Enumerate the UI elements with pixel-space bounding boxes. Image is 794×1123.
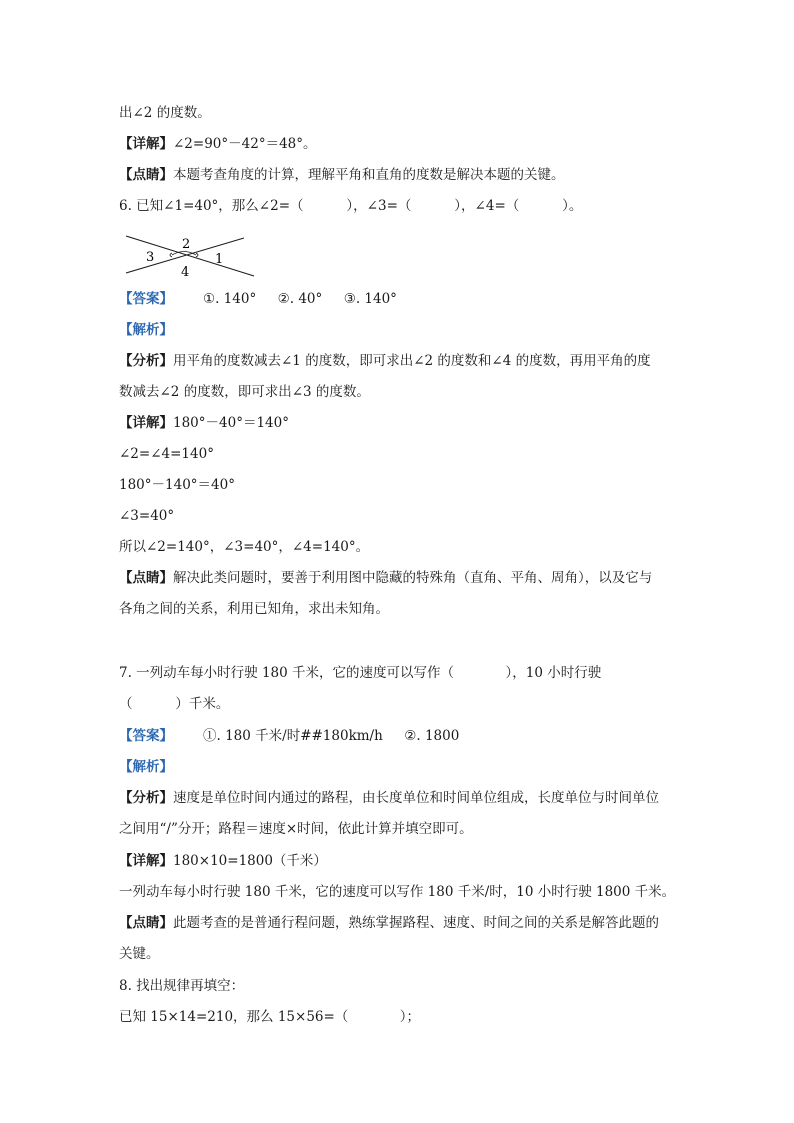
angle-label-4: 4 [181,265,190,280]
angle-arc-3 [170,253,172,257]
remark-text: 此题考查的是普通行程问题，熟练掌握路程、速度、时间之间的关系是解答此题的 [173,915,659,931]
text-line: 一列动车每小时行驶 180 千米，它的速度可以写作 180 千米/时，10 小时行驶 1800 千米。 [119,884,676,900]
analysis-line [119,351,651,371]
analysis-text: 用平角的度数减去∠1 的度数，即可求出∠2 的度数和∠4 的度数，再用平角的度 [173,353,651,369]
text-line: 之间用“/”分开；路程＝速度×时间，依此计算并填空即可。 [119,821,473,837]
text-line: ∠3=40° [119,508,175,524]
detail-line [119,134,317,154]
remark-line [119,568,652,588]
text-line: （ ）千米。 [119,696,230,712]
text-line: 所以∠2=140°，∠3=40°，∠4=140°。 [119,539,370,555]
answer-line [119,726,459,746]
question-6: 6. 已知∠1=40°，那么∠2=（ ），∠3=（ ），∠4=（ ）。 [119,198,583,214]
detail-text: 180°－40°＝140° [173,415,289,431]
angle-label-2: 2 [182,237,191,252]
text-line: ∠2=∠4=140° [119,446,214,462]
analysis-line [119,788,659,808]
analysis-tag: 【解析】 [119,759,173,775]
detail-line [119,413,289,433]
text-line: 出∠2 的度数。 [119,105,211,121]
remark-tag: 【点睛】 [119,915,173,931]
analysis-sub-tag: 【分析】 [119,790,173,806]
answer-tag: 【答案】 [119,728,173,744]
answer-line [119,289,397,309]
text-line: 数减去∠2 的度数，即可求出∠3 的度数。 [119,384,370,400]
question-8: 8. 找出规律再填空： [119,978,245,994]
analysis-heading [119,757,173,777]
remark-text: 解决此类问题时，要善于利用图中隐藏的特殊角（直角、平角、周角），以及它与 [173,570,653,586]
analysis-text: 速度是单位时间内通过的路程，由长度单位和时间单位组成，长度单位与时间单位 [173,790,659,806]
answer-text: ①. 140° ②. 40° ③. 140° [203,291,397,307]
text-line: 关键。 [119,946,160,962]
remark-line [119,165,565,185]
text-line: 各角之间的关系，利用已知角，求出未知角。 [119,601,389,617]
remark-line [119,913,659,933]
remark-tag: 【点睛】 [119,570,173,586]
text-line: 180°－140°＝40° [119,477,235,493]
angle-label-1: 1 [215,252,224,267]
analysis-sub-tag: 【分析】 [119,353,173,369]
remark-text: 本题考查角度的计算，理解平角和直角的度数是解决本题的关键。 [173,167,565,183]
analysis-heading [119,320,173,340]
detail-text: ∠2=90°－42°＝48°。 [173,136,317,152]
angle-figure [124,228,264,280]
answer-tag: 【答案】 [119,291,173,307]
detail-text: 180×10=1800（千米） [173,853,327,869]
text-line: 已知 15×14=210，那么 15×56=（ ）； [119,1009,421,1025]
analysis-tag: 【解析】 [119,322,173,338]
detail-line [119,851,327,871]
angle-label-3: 3 [146,250,155,265]
answer-text: ①. 180 千米/时##180km/h ②. 1800 [203,728,460,744]
detail-tag: 【详解】 [119,853,173,869]
question-7: 7. 一列动车每小时行驶 180 千米，它的速度可以写作（ ），10 小时行驶 [119,665,602,681]
detail-tag: 【详解】 [119,136,173,152]
angle-arc-1 [196,253,198,257]
detail-tag: 【详解】 [119,415,173,431]
remark-tag: 【点睛】 [119,167,173,183]
